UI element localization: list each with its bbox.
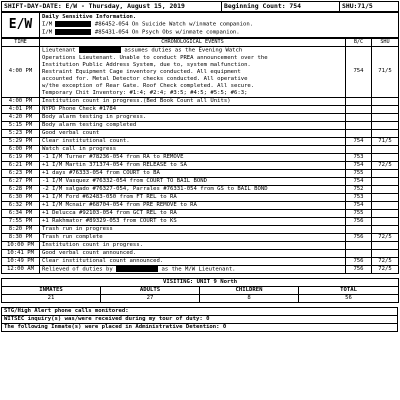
event-shu: 72/5 xyxy=(372,265,399,274)
event-time: 6:30 PM xyxy=(2,193,40,201)
event-shu xyxy=(372,185,399,193)
event-text xyxy=(40,217,346,225)
event-shu xyxy=(372,121,399,129)
event-text xyxy=(40,153,346,161)
event-shu: 71/5 xyxy=(372,47,399,98)
event-time: 7:55 PM xyxy=(2,217,40,225)
witsec-note: WITSEC inquiry(s) was/were received during my tour of duty: 0 xyxy=(2,316,398,324)
event-line: Institution count in progress. xyxy=(42,241,144,248)
shu-count: SHU:71/5 xyxy=(340,2,399,12)
event-row xyxy=(2,169,399,177)
event-time: 4:00 PM xyxy=(2,97,40,105)
watch-line: I/M #85431-054 On Psych Obs w/inmate companion. xyxy=(42,29,240,35)
daily-title: Daily Sensitive Information. xyxy=(42,14,137,20)
event-row xyxy=(2,241,399,249)
event-line: +1 I/M Ford #62483-050 from FT REL to RA xyxy=(42,193,177,200)
event-row xyxy=(2,185,399,193)
event-time: 6:00 PM xyxy=(2,145,40,153)
event-shu xyxy=(372,209,399,217)
visiting-header-inmates: INMATES xyxy=(2,287,101,295)
event-row xyxy=(2,201,399,209)
event-time: 5:29 PM xyxy=(2,137,40,145)
event-bc: 753 xyxy=(346,193,372,201)
event-bc xyxy=(346,105,372,113)
event-line: +1 Rakhmator #89329-053 from COURT to KS xyxy=(42,217,177,224)
event-shu xyxy=(372,129,399,137)
event-line: +1 days #76333-054 from COURT to BA xyxy=(42,169,160,176)
event-time: 10:41 PM xyxy=(2,249,40,257)
event-text xyxy=(40,225,346,233)
event-shu xyxy=(372,249,399,257)
event-text xyxy=(40,209,346,217)
event-bc xyxy=(346,145,372,153)
event-text xyxy=(40,137,346,145)
event-text xyxy=(40,185,346,193)
visiting-title: VISITING: UNIT 9 North xyxy=(2,279,399,287)
time-column-header: TIME xyxy=(2,39,40,47)
event-shu: 72/5 xyxy=(372,257,399,265)
event-bc: 756 xyxy=(346,265,372,274)
sensitive-log-page xyxy=(1,1,398,332)
visiting-header-children: CHILDREN xyxy=(200,287,299,295)
event-shu xyxy=(372,153,399,161)
event-shu: 71/5 xyxy=(372,137,399,145)
event-line: Body alarm testing in progress. xyxy=(42,113,147,120)
event-line: +1 I/M Martin 371374-054 from RELEASE to SA xyxy=(42,161,187,168)
event-line: -1 I/M Vasquez #76332-054 from COURT TO BAIL BOND xyxy=(42,177,208,184)
event-text xyxy=(40,113,346,121)
event-line: +1 Delucca #92103-054 from GCT REL to RA xyxy=(42,209,177,216)
event-bc: 756 xyxy=(346,257,372,265)
visiting-adults-value: 27 xyxy=(101,295,200,303)
shift-code: E/W xyxy=(2,13,40,38)
event-time: 6:23 PM xyxy=(2,169,40,177)
event-time: 10:49 PM xyxy=(2,257,40,265)
event-row xyxy=(2,97,399,105)
event-time: 4:01 PM xyxy=(2,105,40,113)
event-row xyxy=(2,113,399,121)
event-row xyxy=(2,105,399,113)
event-line: Relieved of duties by as the M/W Lieutenant. xyxy=(42,266,236,272)
event-bc xyxy=(346,113,372,121)
event-time: 5:15 PM xyxy=(2,121,40,129)
event-text xyxy=(40,249,346,257)
event-line: accounted for. Metal Detector checks conducted. All operative xyxy=(42,75,248,82)
visiting-header-total: TOTAL xyxy=(299,287,399,295)
event-line: Clear institutional count. xyxy=(42,137,130,144)
event-row xyxy=(2,233,399,241)
event-time: 6:19 PM xyxy=(2,153,40,161)
event-time: 8:30 PM xyxy=(2,233,40,241)
event-line: -1 I/M Turner #78236-054 from RA to REMOVE xyxy=(42,153,184,160)
event-time: 6:34 PM xyxy=(2,209,40,217)
event-text xyxy=(40,257,346,265)
event-text xyxy=(40,265,346,274)
event-shu xyxy=(372,217,399,225)
event-line: Institution Public Address System, due to, system malfunction. xyxy=(42,61,251,68)
visiting-total-value: 56 xyxy=(299,295,399,303)
event-line: Trash run complete xyxy=(42,233,103,240)
event-row xyxy=(2,257,399,265)
event-row xyxy=(2,225,399,233)
event-text xyxy=(40,161,346,169)
event-bc: 754 xyxy=(346,201,372,209)
event-bc: 755 xyxy=(346,169,372,177)
event-row xyxy=(2,209,399,217)
event-row xyxy=(2,47,399,98)
stg-phone-note: STG/High Alert phone calls monitored: xyxy=(2,308,398,316)
event-row xyxy=(2,121,399,129)
event-bc xyxy=(346,241,372,249)
event-line: Good verbal count xyxy=(42,129,100,136)
event-bc xyxy=(346,225,372,233)
event-bc xyxy=(346,97,372,105)
event-line: Restraint Equipment Cage inventory conducted. All equipment xyxy=(42,68,241,75)
event-line: +1 I/M Mcnair #68704-054 from PRE REMOVE to RA xyxy=(42,201,197,208)
event-time: 6:27 PM xyxy=(2,177,40,185)
watch-line: I/M #86452-054 On Suicide Watch w/inmate companion. xyxy=(42,21,254,28)
event-line: Good verbal count announced. xyxy=(42,249,137,256)
event-text xyxy=(40,193,346,201)
event-line: Temporary Chit Inventory: #1:4; #2:4; #3:5; #4:5; #5:5; #6:3; xyxy=(42,89,248,96)
event-time: 10:00 PM xyxy=(2,241,40,249)
event-text xyxy=(40,97,346,105)
event-bc: 756 xyxy=(346,233,372,241)
visiting-inmates-value: 21 xyxy=(2,295,101,303)
event-bc: 754 xyxy=(346,161,372,169)
event-shu xyxy=(372,193,399,201)
event-shu xyxy=(372,225,399,233)
event-text xyxy=(40,129,346,137)
event-row xyxy=(2,265,399,274)
event-bc: 753 xyxy=(346,153,372,161)
event-text xyxy=(40,47,346,98)
event-shu: 72/5 xyxy=(372,161,399,169)
beginning-count: Beginning Count: 754 xyxy=(222,2,340,12)
event-line: Clear institutional count announced. xyxy=(42,257,164,264)
event-time: 12:00 AM xyxy=(2,265,40,274)
event-bc: 754 xyxy=(346,177,372,185)
admin-detention-note: The following Inmate(s) were placed in Administrative Detention: 0 xyxy=(2,324,398,332)
chronological-events-table xyxy=(1,38,399,274)
visiting-children-value: 8 xyxy=(200,295,299,303)
event-row xyxy=(2,153,399,161)
event-row xyxy=(2,217,399,225)
redaction-bar xyxy=(79,47,121,53)
event-row xyxy=(2,177,399,185)
event-shu xyxy=(372,169,399,177)
event-bc xyxy=(346,121,372,129)
bc-column-header: B/C xyxy=(346,39,372,47)
event-time: 6:21 PM xyxy=(2,161,40,169)
redaction-bar xyxy=(55,29,91,35)
event-bc: 756 xyxy=(346,217,372,225)
event-text xyxy=(40,241,346,249)
event-bc: 754 xyxy=(346,47,372,98)
event-text xyxy=(40,169,346,177)
event-row xyxy=(2,129,399,137)
event-time: 6:28 PM xyxy=(2,185,40,193)
event-line: w/the exception of Rear Gate. Roof Check completed. All secure. xyxy=(42,82,255,89)
event-shu xyxy=(372,105,399,113)
event-line: Lieutenant assumes duties as the Evening Watch xyxy=(42,47,243,54)
event-shu xyxy=(372,241,399,249)
event-shu: 72/5 xyxy=(372,233,399,241)
header-table xyxy=(1,1,399,12)
events-column-header: CHRONOLOGICAL EVENTS xyxy=(40,39,346,47)
event-shu xyxy=(372,201,399,209)
event-text xyxy=(40,201,346,209)
event-shu xyxy=(372,113,399,121)
shift-day-date: SHIFT-DAY-DATE: E/W - Thursday, August 15, 2019 xyxy=(2,2,222,12)
event-shu xyxy=(372,97,399,105)
daily-info xyxy=(40,13,399,38)
event-time: 4:20 PM xyxy=(2,113,40,121)
event-line: -2 I/M salgado #76327-054, Parrales #76331-054 from GS to BAIL BOND xyxy=(42,185,268,192)
event-text xyxy=(40,233,346,241)
event-row xyxy=(2,145,399,153)
event-bc xyxy=(346,129,372,137)
shu-column-header: SHU xyxy=(372,39,399,47)
event-line: Trash run in progress xyxy=(42,225,113,232)
event-text xyxy=(40,145,346,153)
event-time: 6:32 PM xyxy=(2,201,40,209)
visiting-header-adults: ADULTS xyxy=(101,287,200,295)
event-text xyxy=(40,177,346,185)
event-time: 4:00 PM xyxy=(2,47,40,98)
event-time: 5:23 PM xyxy=(2,129,40,137)
event-shu xyxy=(372,177,399,185)
notes-table xyxy=(1,307,398,332)
event-line: Institution count in progress.(Bed Book Count all Units) xyxy=(42,97,231,104)
event-line: Body alarm testing completed xyxy=(42,121,137,128)
event-shu xyxy=(372,145,399,153)
visiting-table xyxy=(1,278,399,303)
redaction-bar xyxy=(55,21,91,27)
event-row xyxy=(2,137,399,145)
event-line: Watch call in progress xyxy=(42,145,117,152)
event-text xyxy=(40,121,346,129)
event-bc: 752 xyxy=(346,185,372,193)
event-line: NYPD Phone Check #1784 xyxy=(42,105,117,112)
event-text xyxy=(40,105,346,113)
daily-info-table xyxy=(1,12,399,38)
event-row xyxy=(2,193,399,201)
event-bc xyxy=(346,249,372,257)
event-row xyxy=(2,161,399,169)
event-line: Operations Lieutenant. Unable to conduct PREA announcement over the xyxy=(42,54,268,61)
event-time: 8:20 PM xyxy=(2,225,40,233)
event-bc: 754 xyxy=(346,137,372,145)
event-bc: 755 xyxy=(346,209,372,217)
event-row xyxy=(2,249,399,257)
redaction-bar xyxy=(116,266,158,272)
